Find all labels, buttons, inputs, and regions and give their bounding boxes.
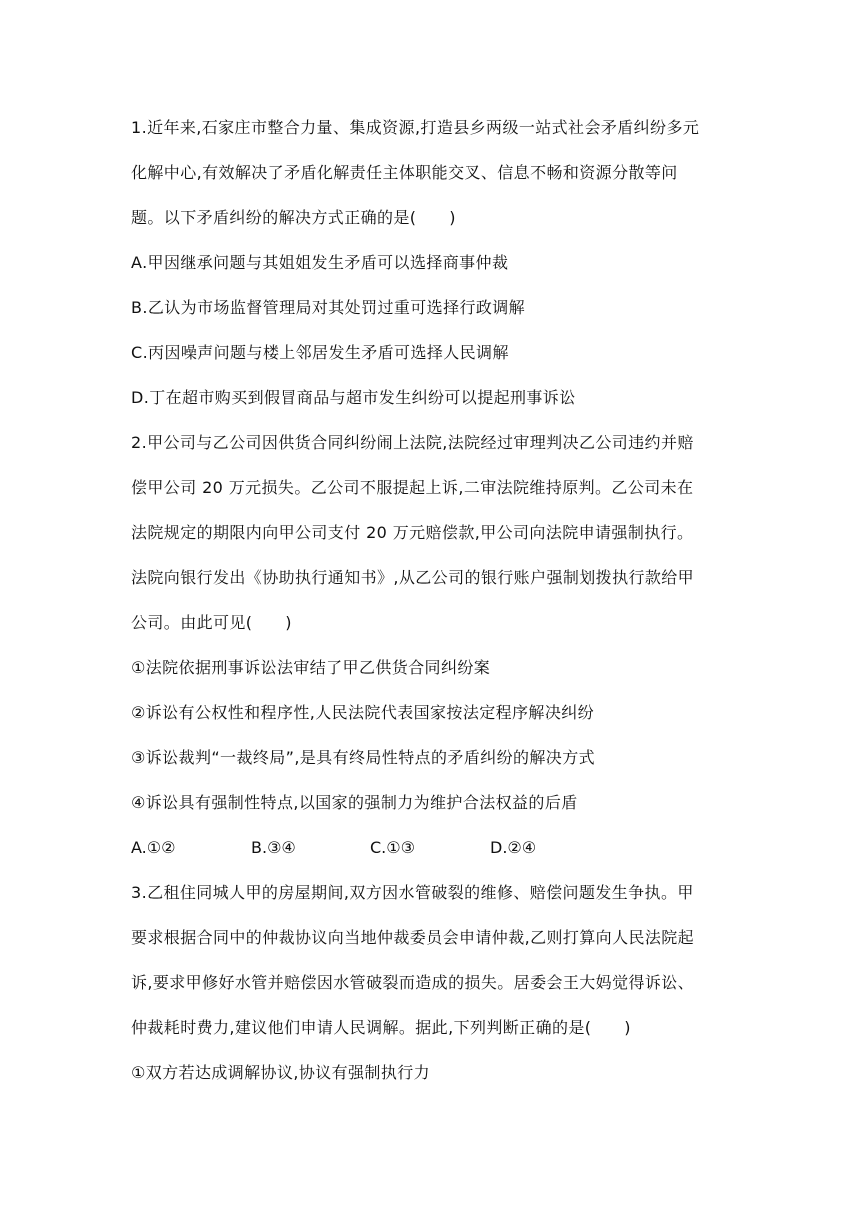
- q1-option-a: A.甲因继承问题与其姐姐发生矛盾可以选择商事仲裁: [131, 253, 509, 272]
- q1-stem-line-2: 化解中心,有效解决了矛盾化解责任主体职能交叉、信息不畅和资源分散等问: [131, 163, 678, 182]
- q2-stem-line-2: 偿甲公司 20 万元损失。乙公司不服提起上诉,二审法院维持原判。乙公司未在: [131, 478, 694, 497]
- q1-stem-line-3: 题。以下矛盾纠纷的解决方式正确的是( ): [131, 208, 456, 227]
- q1-stem-line-1: 1.近年来,石家庄市整合力量、集成资源,打造县乡两级一站式社会矛盾纠纷多元: [131, 118, 700, 137]
- q3-stem-line-2: 要求根据合同中的仲裁协议向当地仲裁委员会申请仲裁,乙则打算向人民法院起: [131, 928, 695, 947]
- q2-statement-4: ④诉讼具有强制性特点,以国家的强制力为维护合法权益的后盾: [131, 793, 578, 812]
- q2-choice-b: B.③④: [251, 838, 296, 857]
- q2-stem-line-5: 公司。由此可见( ): [131, 613, 292, 632]
- q2-statement-3: ③诉讼裁判“一裁终局”,是具有终局性特点的矛盾纠纷的解决方式: [131, 748, 596, 767]
- q3-stem-line-3: 诉,要求甲修好水管并赔偿因水管破裂而造成的损失。居委会王大妈觉得诉讼、: [131, 973, 695, 992]
- q3-stem-line-4: 仲裁耗时费力,建议他们申请人民调解。据此,下列判断正确的是( ): [131, 1018, 631, 1037]
- q2-stem-line-3: 法院规定的期限内向甲公司支付 20 万元赔偿款,甲公司向法院申请强制执行。: [131, 523, 694, 542]
- q1-option-c: C.丙因噪声问题与楼上邻居发生矛盾可选择人民调解: [131, 343, 509, 362]
- q2-stem-line-1: 2.甲公司与乙公司因供货合同纠纷闹上法院,法院经过审理判决乙公司违约并赔: [131, 433, 694, 452]
- q1-option-b: B.乙认为市场监督管理局对其处罚过重可选择行政调解: [131, 298, 526, 317]
- q3-stem-line-1: 3.乙租住同城人甲的房屋期间,双方因水管破裂的维修、赔偿问题发生争执。甲: [131, 883, 694, 902]
- q2-choice-c: C.①③: [370, 838, 415, 857]
- q2-stem-line-4: 法院向银行发出《协助执行通知书》,从乙公司的银行账户强制划拨执行款给甲: [131, 568, 695, 587]
- q2-choice-d: D.②④: [490, 838, 537, 857]
- q1-option-d: D.丁在超市购买到假冒商品与超市发生纠纷可以提起刑事诉讼: [131, 388, 576, 407]
- q2-choice-a: A.①②: [131, 838, 176, 857]
- q2-statement-1: ①法院依据刑事诉讼法审结了甲乙供货合同纠纷案: [131, 658, 491, 677]
- q2-statement-2: ②诉讼有公权性和程序性,人民法院代表国家按法定程序解决纠纷: [131, 703, 595, 722]
- q3-statement-1: ①双方若达成调解协议,协议有强制执行力: [131, 1063, 431, 1082]
